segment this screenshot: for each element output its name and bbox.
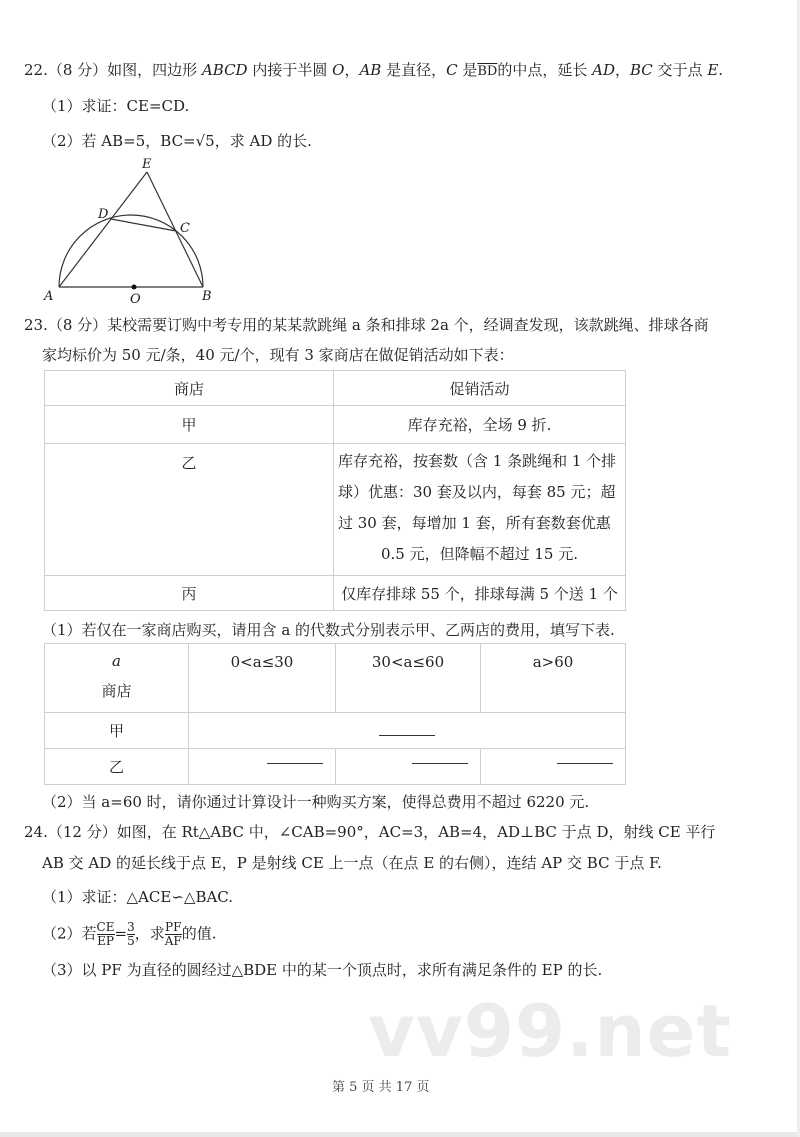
numerator: CE	[96, 920, 115, 934]
table-row	[45, 444, 626, 576]
table-header-row	[45, 644, 626, 713]
label-c: C	[180, 221, 190, 236]
label-b: B	[202, 289, 212, 304]
center-point	[132, 285, 137, 290]
q23-stem-line2: 家均标价为 50 元/条，40 元/个，现有 3 家商店在做促销活动如下表：	[42, 346, 514, 364]
denominator: 5	[127, 934, 135, 948]
fraction-ce-ep	[97, 921, 115, 948]
table-row	[45, 576, 626, 611]
fraction-3-5	[127, 921, 135, 948]
shop-cell: 甲	[45, 406, 334, 444]
q22-part1: （1）求证：CE=CD.	[42, 97, 190, 115]
denominator: AF	[164, 934, 182, 948]
numerator: 3	[127, 920, 135, 934]
arc-bd: $\overline{BD}$	[477, 64, 498, 79]
label-o: O	[130, 292, 141, 307]
shop-cell: 乙	[45, 444, 334, 576]
promotion-cell: 仅库存排球 55 个，排球每满 5 个送 1 个	[334, 576, 626, 611]
q22-text: BC	[630, 61, 653, 79]
shop-cell: 甲	[45, 713, 189, 749]
q24-text: （2）若	[42, 924, 97, 943]
denominator: EP	[97, 934, 114, 948]
q22-text: 是	[457, 61, 478, 79]
q22-text: C	[446, 61, 458, 79]
q22-text: 内接于半圆	[247, 61, 333, 79]
table-header-row	[45, 371, 626, 406]
page-bottom-edge	[0, 1132, 800, 1137]
q22-text: ABCD	[201, 61, 248, 79]
segment-be	[147, 172, 203, 287]
q24-part1: （1）求证：△ACE∽△BAC.	[42, 888, 234, 906]
numerator: PF	[165, 920, 182, 934]
watermark: vv99.net	[368, 989, 732, 1073]
segment-dc	[111, 219, 176, 231]
q22-text: 22.（8 分）如图，四边形	[24, 61, 202, 79]
q22-part2: （2）若 AB=5，BC=√5，求 AD 的长.	[42, 132, 312, 150]
header-shop: 商店	[45, 371, 334, 406]
label-d: D	[98, 207, 109, 222]
header-promotion: 促销活动	[334, 371, 626, 406]
q22-text: .	[718, 61, 724, 79]
promotion-line: 0.5 元，但降幅不超过 15 元.	[380, 545, 578, 563]
corner-a: a	[112, 652, 121, 670]
page-footer: 第 5 页 共 17 页	[332, 1080, 430, 1095]
table-row	[45, 749, 626, 785]
corner-shop: 商店	[101, 682, 132, 700]
shop-cell: 丙	[45, 576, 334, 611]
corner-cell	[45, 644, 189, 713]
q24-text: 的值.	[181, 924, 217, 943]
q24-stem-line2: AB 交 AD 的延长线于点 E，P 是射线 CE 上一点（在点 E 的右侧），连结 AP 交 BC 于点 F.	[42, 854, 662, 872]
q22-text: 的中点，延长	[497, 61, 593, 79]
label-a: A	[44, 289, 54, 304]
answer-cell[interactable]	[336, 749, 481, 785]
promotion-cell	[334, 444, 626, 576]
shop-cell: 乙	[45, 749, 189, 785]
q24-text: =	[114, 924, 128, 943]
q24-text: ，求	[134, 924, 165, 943]
answer-blank[interactable]	[267, 749, 323, 764]
answer-blank[interactable]	[557, 749, 613, 764]
q22-text: ，	[614, 61, 630, 79]
q22-text: ，	[344, 61, 360, 79]
q22-text: AD	[592, 61, 615, 79]
promotion-table	[44, 370, 626, 611]
range-header: a>60	[481, 644, 626, 713]
q23-part1: （1）若仅在一家商店购买，请用含 a 的代数式分别表示甲、乙两店的费用，填写下表.	[42, 621, 615, 639]
answer-cell[interactable]	[481, 749, 626, 785]
promotion-line: 库存充裕，按套数（含 1 条跳绳和 1 个排	[338, 452, 617, 470]
q22-stem	[24, 60, 723, 82]
q24-stem-line1: 24.（12 分）如图，在 Rt△ABC 中，∠CAB=90°，AC=3，AB=4，AD⊥BC 于点 D，射线 CE 平行	[24, 823, 716, 841]
q22-text: O	[332, 61, 345, 79]
answer-cell[interactable]	[189, 749, 336, 785]
label-e: E	[142, 157, 152, 172]
q23-stem-line1: 23.（8 分）某校需要订购中考专用的某某款跳绳 a 条和排球 2a 个，经调查发现，该款跳绳、排球各商	[24, 316, 709, 334]
range-header: 0<a≤30	[189, 644, 336, 713]
q22-text: AB	[359, 61, 382, 79]
fraction-pf-af	[165, 921, 182, 948]
q23-part2: （2）当 a=60 时，请你通过计算设计一种购买方案，使得总费用不超过 6220 元.	[42, 793, 590, 811]
segment-ae	[59, 172, 147, 287]
promotion-line: 球）优惠：30 套及以内，每套 85 元；超	[338, 483, 616, 501]
table-row	[45, 713, 626, 749]
answer-cell[interactable]	[189, 713, 626, 749]
q22-text: 是直径，	[381, 61, 447, 79]
answer-blank[interactable]	[379, 721, 435, 736]
q24-part3: （3）以 PF 为直径的圆经过△BDE 中的某一个顶点时，求所有满足条件的 EP 的长.	[42, 961, 603, 979]
q22-text: E	[707, 61, 719, 79]
q22-figure	[0, 150, 240, 310]
answer-blank[interactable]	[412, 749, 468, 764]
range-header: 30<a≤60	[336, 644, 481, 713]
q22-text: 交于点	[652, 61, 708, 79]
promotion-cell: 库存充裕，全场 9 折.	[334, 406, 626, 444]
q24-part2	[42, 921, 217, 948]
cost-table	[44, 643, 626, 785]
table-row	[45, 406, 626, 444]
promotion-line: 过 30 套，每增加 1 套，所有套数套优惠	[338, 514, 611, 532]
